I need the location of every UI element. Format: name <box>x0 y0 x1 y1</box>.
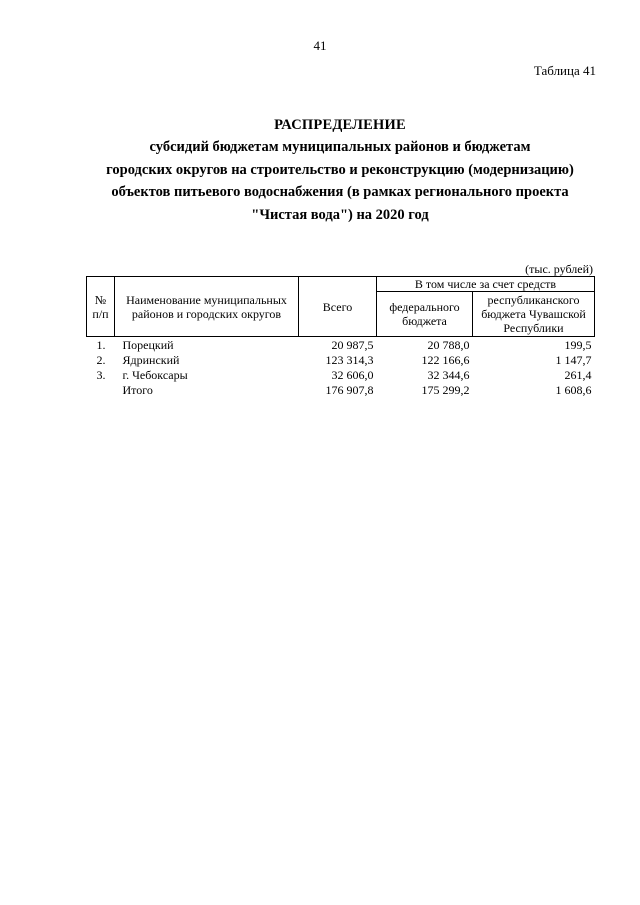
cell-total: 20 987,5 <box>331 338 374 352</box>
subsidy-table <box>86 276 595 398</box>
table-label: Таблица 41 <box>533 63 596 78</box>
cell-name: Ядринский <box>122 353 180 367</box>
title-line: объектов питьевого водоснабжения (в рамках регионального проекта <box>111 184 569 200</box>
header-republic: республиканского бюджета Чувашской Республики <box>473 292 595 337</box>
cell-federal: 122 166,6 <box>421 353 470 367</box>
table-row <box>87 337 595 354</box>
header-name: Наименование муниципальных районов и городских округов <box>115 277 299 337</box>
cell-num: 2. <box>96 353 106 367</box>
cell-federal: 175 299,2 <box>421 383 470 397</box>
cell-federal: 32 344,6 <box>427 368 470 382</box>
header-group: В том числе за счет средств <box>377 277 595 292</box>
header-federal: федерального бюджета <box>377 292 473 337</box>
cell-total: 123 314,3 <box>325 353 374 367</box>
cell-name: г. Чебоксары <box>122 368 188 382</box>
title-main: РАСПРЕДЕЛЕНИЕ <box>274 117 406 133</box>
cell-num: 3. <box>96 368 106 382</box>
cell-name: Итого <box>122 383 153 397</box>
cell-num: 1. <box>96 338 106 352</box>
header-num: № п/п <box>87 277 115 337</box>
cell-total: 176 907,8 <box>325 383 374 397</box>
title-line: городских округов на строительство и реконструкцию (модернизацию) <box>106 161 574 178</box>
cell-num <box>87 383 115 398</box>
cell-name: Порецкий <box>122 338 174 352</box>
table-row <box>87 353 595 368</box>
page-number: 41 <box>313 38 327 53</box>
cell-republic: 261,4 <box>564 368 592 382</box>
units-label: (тыс. рублей) <box>525 262 593 276</box>
cell-federal: 20 788,0 <box>427 338 470 352</box>
cell-republic: 1 608,6 <box>555 383 592 397</box>
title-line: субсидий бюджетам муниципальных районов и бюджетам <box>149 139 531 155</box>
table-row-total <box>87 383 595 398</box>
cell-republic: 199,5 <box>564 338 592 352</box>
table-row <box>87 368 595 383</box>
cell-republic: 1 147,7 <box>555 353 592 367</box>
header-total: Всего <box>299 277 377 337</box>
cell-total: 32 606,0 <box>331 368 374 382</box>
document-title <box>60 114 620 226</box>
title-line: "Чистая вода") на 2020 год <box>251 206 429 223</box>
